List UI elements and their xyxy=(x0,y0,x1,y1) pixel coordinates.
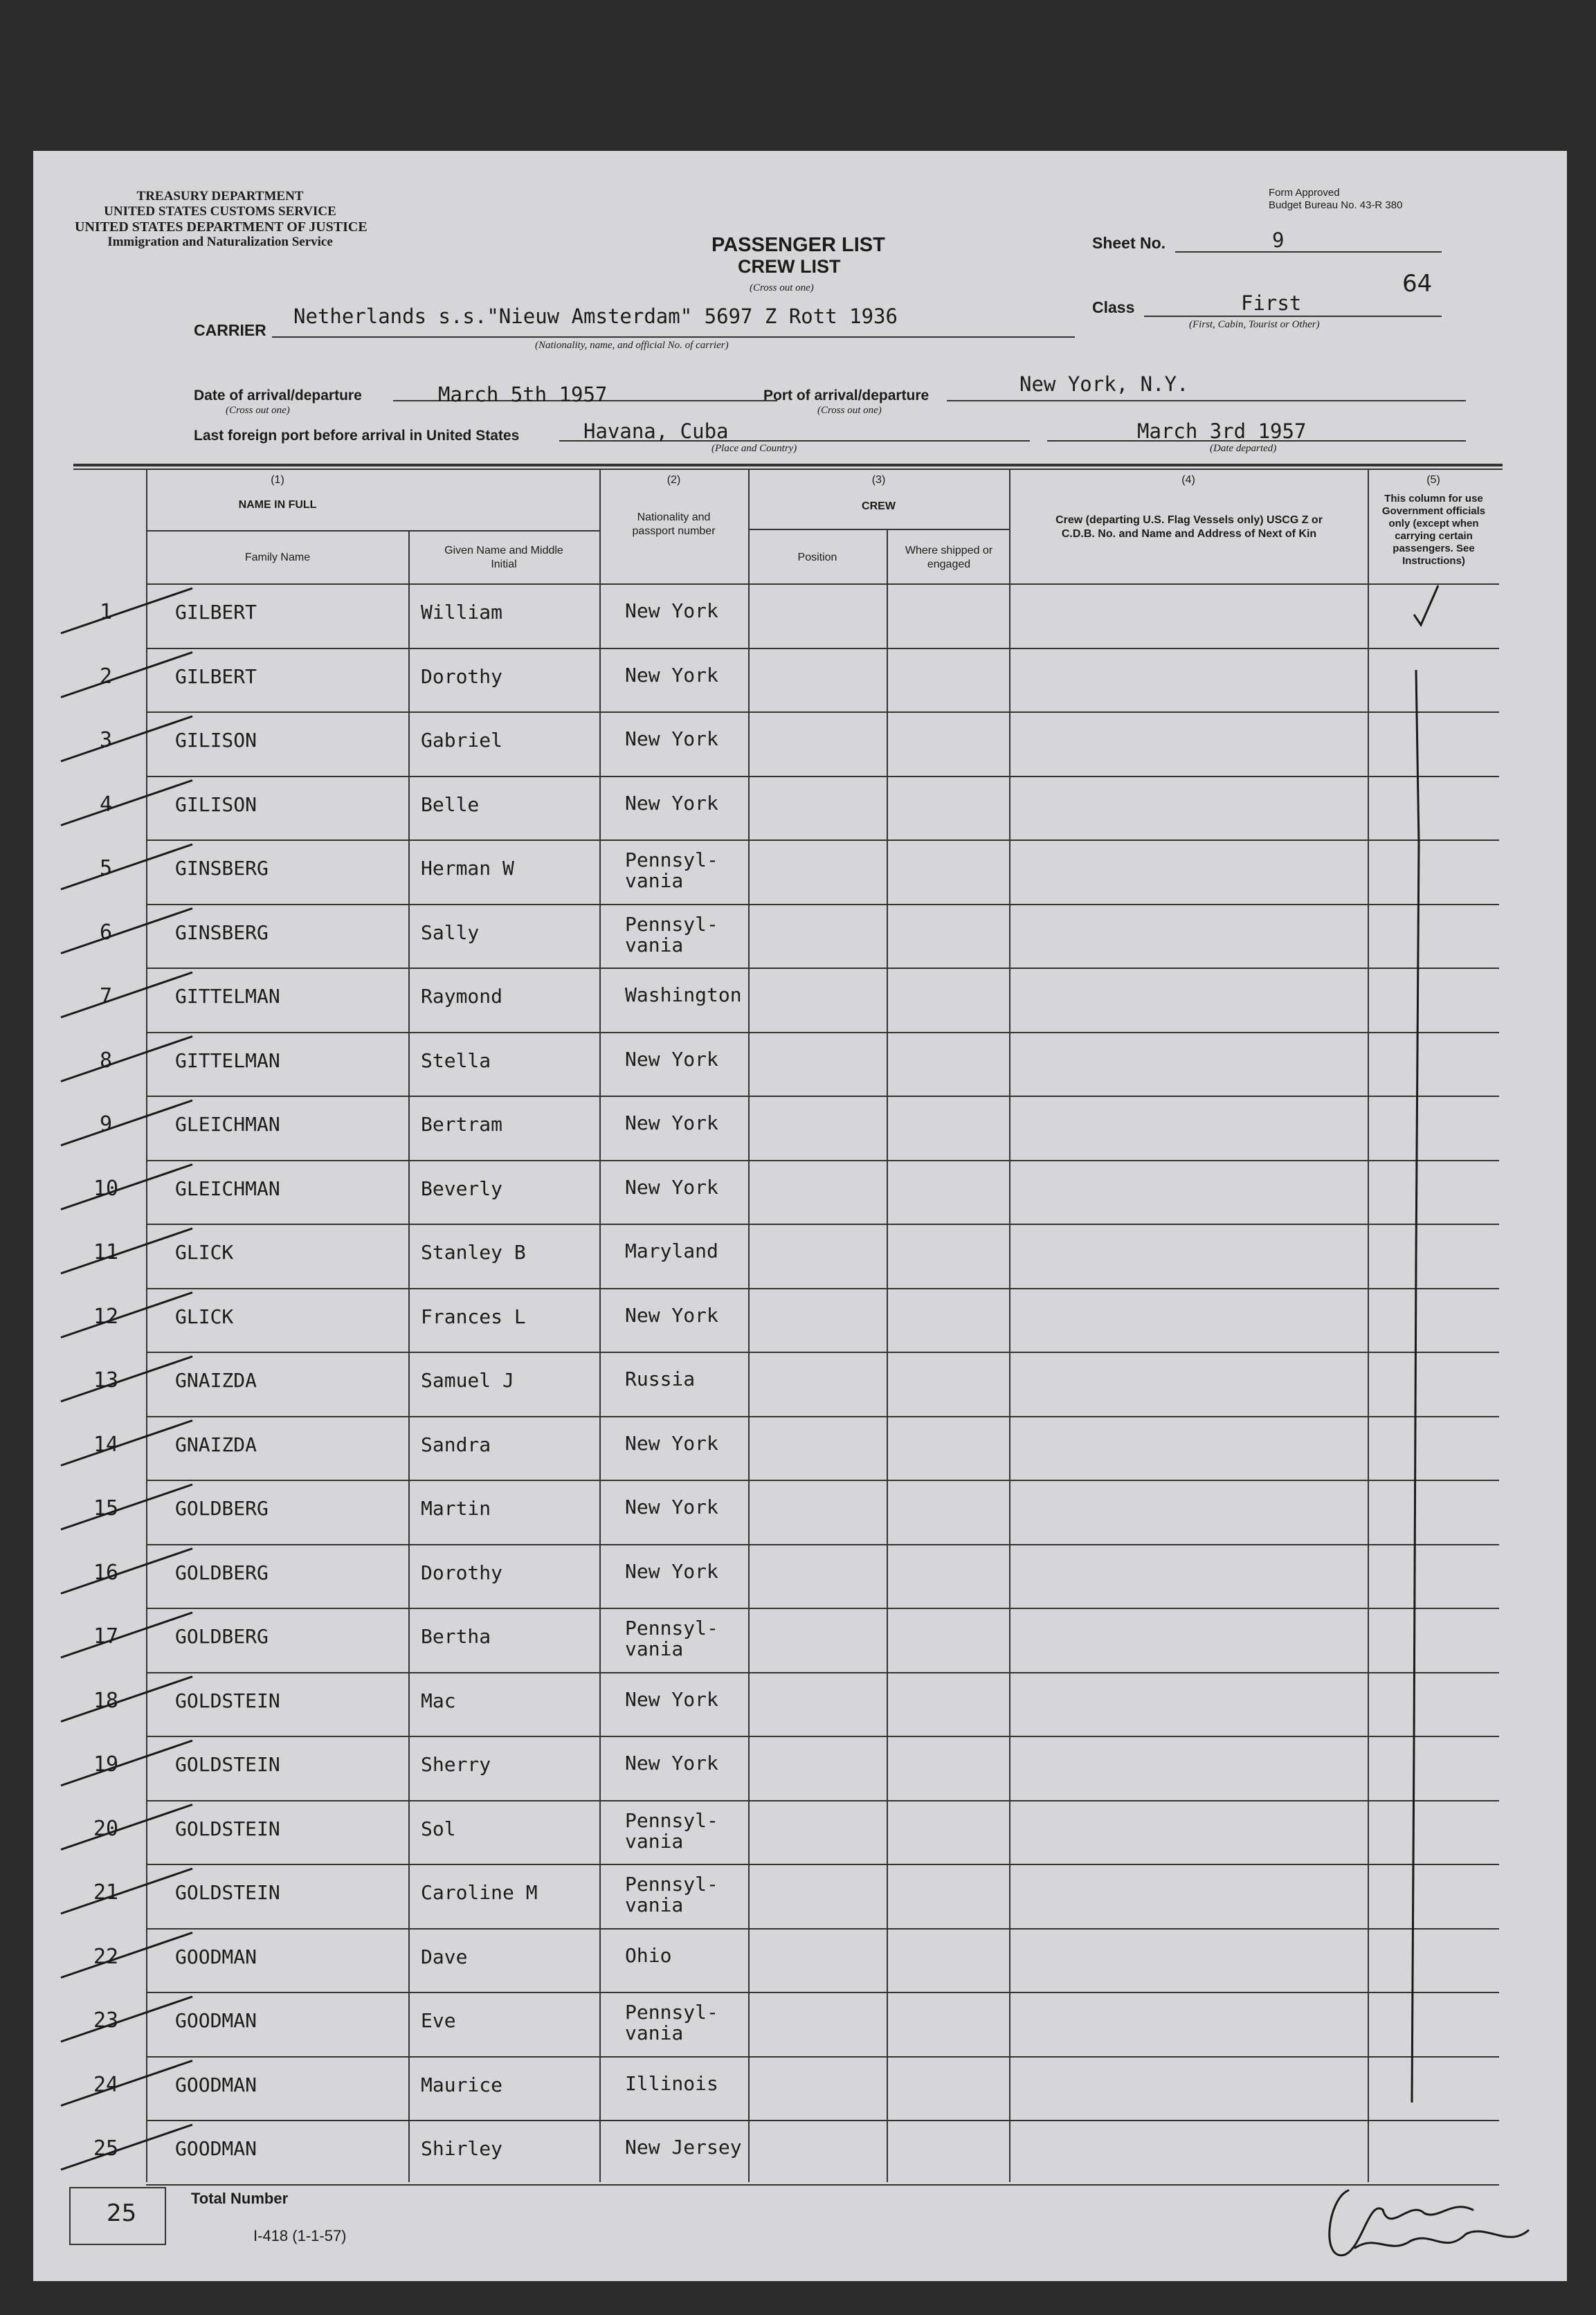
nationality-cell: New York xyxy=(625,1559,718,1583)
given-name-cell: William xyxy=(421,601,503,624)
checkmark-icon xyxy=(1414,585,1438,625)
row-number: 14 xyxy=(93,1432,119,1457)
family-name-cell: GOLDSTEIN xyxy=(175,1817,280,1840)
carrier-label: CARRIER xyxy=(194,321,266,339)
family-name-cell: GOODMAN xyxy=(175,2073,257,2096)
nationality-cell: Maryland xyxy=(625,1240,718,1262)
family-name-cell: GOODMAN xyxy=(175,2009,257,2032)
last-port-value: Havana, Cuba xyxy=(583,419,729,443)
nationality-cell-line2: vania xyxy=(625,1637,684,1660)
given-name-cell: Sandra xyxy=(421,1433,491,1456)
given-name-cell: Shirley xyxy=(421,2137,503,2160)
family-name-cell: GOODMAN xyxy=(175,2137,257,2160)
cross-out-caption: (Cross out one) xyxy=(750,282,814,293)
nationality-cell: New Jersey xyxy=(625,2136,742,2159)
form-approved-line: Form Approved xyxy=(1269,187,1340,199)
nationality-cell: Washington xyxy=(625,983,742,1006)
next-of-kin-header: Crew (departing U.S. Flag Vessels only) USCG Z or C.D.B. No. and Name and Address of Next of Kin xyxy=(1055,514,1323,540)
port-value: New York, N.Y. xyxy=(1019,372,1189,396)
row-number: 18 xyxy=(93,1688,119,1713)
family-name-cell: GITTELMAN xyxy=(175,985,280,1008)
given-name-cell: Sol xyxy=(421,1817,456,1840)
nationality-cell: New York xyxy=(625,1496,718,1518)
check-stroke-mark xyxy=(61,1356,192,1401)
check-stroke-mark xyxy=(61,844,192,889)
nationality-cell: New York xyxy=(625,1047,718,1071)
nationality-cell: New York xyxy=(625,1111,718,1134)
nationality-cell-line2: vania xyxy=(625,2022,684,2044)
family-name-cell: GILBERT xyxy=(175,664,257,688)
family-name-header: Family Name xyxy=(244,552,311,563)
last-port-caption: (Place and Country) xyxy=(711,443,797,454)
given-name-cell: Dorothy xyxy=(421,664,503,688)
given-name-cell: Sally xyxy=(421,920,480,944)
form-number: I-418 (1-1-57) xyxy=(253,2227,347,2244)
nationality-cell: New York xyxy=(625,1303,718,1327)
family-name-cell: GINSBERG xyxy=(175,920,269,944)
row-number: 23 xyxy=(93,2008,119,2033)
given-name-cell: Bertram xyxy=(421,1113,503,1136)
check-stroke-mark xyxy=(61,1421,192,1466)
given-name-cell: Dorothy xyxy=(421,1561,503,1584)
family-name-cell: GLEICHMAN xyxy=(175,1177,280,1200)
date-caption: (Cross out one) xyxy=(226,405,290,416)
row-number: 21 xyxy=(93,1880,119,1905)
row-number: 19 xyxy=(93,1752,119,1777)
last-port-label: Last foreign port before arrival in United States xyxy=(194,428,520,444)
nationality-cell-line2: vania xyxy=(625,1829,684,1853)
page-title: PASSENGER LIST xyxy=(711,234,885,256)
row-number: 16 xyxy=(93,1560,119,1585)
check-stroke-mark xyxy=(61,1805,192,1850)
row-number: 20 xyxy=(93,1816,119,1841)
total-number-value: 25 xyxy=(107,2199,137,2227)
nationality-cell: Ohio xyxy=(625,1943,672,1967)
date-label: Date of arrival/departure xyxy=(194,388,362,403)
check-stroke-mark xyxy=(61,1613,192,1658)
sheet-number: 9 xyxy=(1272,228,1285,252)
nationality-cell: New York xyxy=(625,791,718,815)
given-name-cell: Raymond xyxy=(421,985,503,1008)
nationality-cell: Russia xyxy=(625,1368,696,1390)
agency-line: UNITED STATES DEPARTMENT OF JUSTICE xyxy=(75,219,368,235)
col3-number: (3) xyxy=(871,474,886,486)
check-stroke-mark xyxy=(61,1933,192,1978)
given-name-cell: Sherry xyxy=(421,1753,491,1776)
family-name-cell: GILISON xyxy=(175,729,257,752)
class-value: First xyxy=(1241,291,1302,315)
official-use-header: This column for use Government officials only (except when carrying certain passengers. See Instructions) xyxy=(1381,493,1486,567)
given-name-cell: Eve xyxy=(421,2009,456,2032)
nationality-header: Nationality and passport number xyxy=(632,511,716,537)
nationality-cell: Pennsyl- xyxy=(625,848,718,871)
row-number: 15 xyxy=(93,1496,119,1520)
row-number: 10 xyxy=(93,1176,119,1201)
row-number: 7 xyxy=(99,984,113,1008)
family-name-cell: GOLDSTEIN xyxy=(175,1689,280,1712)
given-name-cell: Stella xyxy=(421,1048,491,1072)
port-caption: (Cross out one) xyxy=(817,405,882,416)
row-number: 6 xyxy=(99,920,113,945)
nationality-cell: New York xyxy=(625,1687,718,1711)
check-stroke-mark xyxy=(61,1549,192,1594)
check-stroke-mark xyxy=(61,1165,192,1210)
family-name-cell: GLEICHMAN xyxy=(175,1113,280,1136)
check-stroke-mark xyxy=(61,716,192,761)
nationality-cell: Pennsyl- xyxy=(625,912,718,936)
carrier-value: Netherlands s.s."Nieuw Amsterdam" 5697 Z Rott 1936 xyxy=(293,305,898,328)
family-name-cell: GOLDBERG xyxy=(175,1625,269,1648)
row-number: 17 xyxy=(93,1624,119,1649)
family-name-cell: GLICK xyxy=(175,1241,234,1264)
handwritten-marks xyxy=(33,151,1567,2281)
nationality-cell: Illinois xyxy=(625,2071,718,2095)
given-name-header: Given Name and Middle Initial xyxy=(444,545,563,570)
nationality-cell: New York xyxy=(625,599,718,622)
given-name-cell: Beverly xyxy=(421,1177,503,1200)
row-number: 1 xyxy=(99,600,113,624)
date-departed-value: March 3rd 1957 xyxy=(1137,419,1307,443)
sheet-label: Sheet No. xyxy=(1092,234,1166,252)
family-name-cell: GINSBERG xyxy=(175,857,269,880)
given-name-cell: Maurice xyxy=(421,2073,503,2096)
check-stroke-mark xyxy=(61,1997,192,2042)
handwritten-number: 64 xyxy=(1402,270,1433,298)
check-stroke-mark xyxy=(61,1677,192,1722)
given-name-cell: Caroline M xyxy=(421,1881,538,1904)
check-stroke-mark xyxy=(61,781,192,826)
given-name-cell: Dave xyxy=(421,1945,468,1968)
col2-number: (2) xyxy=(666,474,681,486)
check-stroke-mark xyxy=(61,909,192,954)
check-stroke-mark xyxy=(61,1869,192,1914)
official-column-mark xyxy=(1412,670,1419,2103)
budget-bureau-line: Budget Bureau No. 43-R 380 xyxy=(1269,199,1403,211)
nationality-cell-line2: vania xyxy=(625,1894,684,1916)
port-label: Port of arrival/departure xyxy=(763,388,930,403)
row-number: 2 xyxy=(99,664,113,689)
nationality-cell-line2: vania xyxy=(625,869,684,892)
nationality-cell: Pennsyl- xyxy=(625,1617,718,1640)
row-number: 8 xyxy=(99,1048,113,1073)
nationality-cell: New York xyxy=(625,663,718,687)
row-number: 25 xyxy=(93,2136,119,2161)
row-number: 11 xyxy=(93,1240,119,1264)
check-stroke-mark xyxy=(61,1228,192,1273)
date-value: March 5th 1957 xyxy=(438,383,608,406)
given-name-cell: Mac xyxy=(421,1689,456,1712)
crew-list-label: CREW LIST xyxy=(738,256,841,277)
given-name-cell: Frances L xyxy=(421,1305,526,1328)
family-name-cell: GILBERT xyxy=(175,601,257,624)
family-name-cell: GNAIZDA xyxy=(175,1433,257,1456)
col4-number: (4) xyxy=(1181,474,1195,486)
row-number: 5 xyxy=(99,856,113,880)
nationality-cell: New York xyxy=(625,1431,718,1455)
nationality-cell: Pennsyl- xyxy=(625,1873,718,1896)
agency-line: UNITED STATES CUSTOMS SERVICE xyxy=(104,204,336,219)
nationality-cell: New York xyxy=(625,1752,718,1774)
date-departed-caption: (Date departed) xyxy=(1210,443,1277,454)
check-stroke-mark xyxy=(61,1100,192,1145)
row-number: 3 xyxy=(99,728,113,752)
signature-mark-2 xyxy=(1355,2231,1528,2248)
check-stroke-mark xyxy=(61,1037,192,1082)
family-name-cell: GOODMAN xyxy=(175,1945,257,1968)
family-name-cell: GILISON xyxy=(175,792,257,816)
nationality-cell: Pennsyl- xyxy=(625,1808,718,1832)
family-name-cell: GLICK xyxy=(175,1305,234,1328)
check-stroke-mark xyxy=(61,2125,192,2170)
check-stroke-mark xyxy=(61,588,192,633)
carrier-caption: (Nationality, name, and official No. of carrier) xyxy=(535,340,729,351)
given-name-cell: Bertha xyxy=(421,1625,491,1648)
check-stroke-mark xyxy=(61,2061,192,2106)
check-stroke-mark xyxy=(61,1293,192,1338)
check-stroke-mark xyxy=(61,1741,192,1786)
family-name-cell: GITTELMAN xyxy=(175,1048,280,1072)
class-caption: (First, Cabin, Tourist or Other) xyxy=(1189,319,1320,330)
family-name-cell: GOLDBERG xyxy=(175,1497,269,1520)
col5-number: (5) xyxy=(1426,474,1440,486)
nationality-cell: New York xyxy=(625,1175,718,1199)
given-name-cell: Gabriel xyxy=(421,729,503,752)
col1-title: NAME IN FULL xyxy=(238,499,317,511)
agency-line: TREASURY DEPARTMENT xyxy=(136,189,304,203)
given-name-cell: Martin xyxy=(421,1497,491,1520)
check-stroke-mark xyxy=(61,1485,192,1529)
crew-header: CREW xyxy=(862,500,896,512)
col1-number: (1) xyxy=(271,474,284,486)
row-number: 24 xyxy=(93,2072,119,2097)
given-name-cell: Samuel J xyxy=(421,1369,514,1392)
position-header: Position xyxy=(797,552,837,563)
check-stroke-mark xyxy=(61,972,192,1017)
class-label: Class xyxy=(1092,298,1135,316)
given-name-cell: Herman W xyxy=(421,857,514,880)
row-number: 4 xyxy=(99,792,113,817)
family-name-cell: GOLDSTEIN xyxy=(175,1881,280,1904)
row-number: 22 xyxy=(93,1944,119,1969)
nationality-cell-line2: vania xyxy=(625,933,684,956)
given-name-cell: Stanley B xyxy=(421,1241,526,1264)
document-page xyxy=(33,151,1567,2281)
row-number: 12 xyxy=(93,1304,119,1329)
given-name-cell: Belle xyxy=(421,792,480,816)
row-number: 9 xyxy=(99,1112,113,1136)
family-name-cell: GOLDSTEIN xyxy=(175,1753,280,1776)
check-stroke-mark xyxy=(61,653,192,698)
nationality-cell: New York xyxy=(625,727,718,750)
agency-line: Immigration and Naturalization Service xyxy=(107,235,333,249)
family-name-cell: GNAIZDA xyxy=(175,1369,257,1392)
row-number: 13 xyxy=(93,1368,119,1392)
where-shipped-header: Where shipped or engaged xyxy=(905,545,993,570)
nationality-cell: Pennsyl- xyxy=(625,2001,718,2024)
total-number-label: Total Number xyxy=(191,2190,289,2207)
family-name-cell: GOLDBERG xyxy=(175,1561,269,1584)
